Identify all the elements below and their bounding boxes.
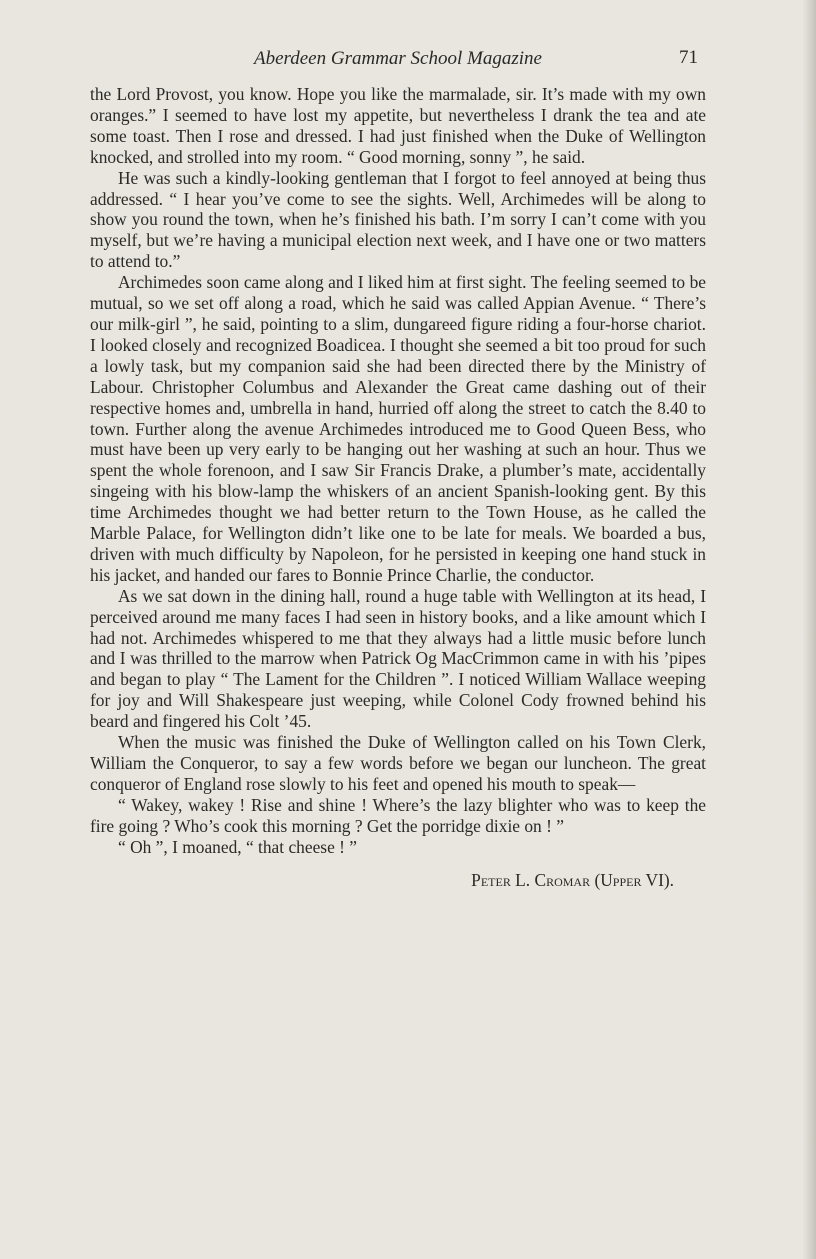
paragraph: “ Oh ”, I moaned, “ that cheese ! ”	[118, 836, 358, 857]
paragraph: As we sat down in the dining hall, round a huge table with Wellington at its head, I perceived around me many faces I had seen in history books, and a like amount which I had not. Archimedes whispered to me that they always had a little music before lunch and I was thrilled to the marrow when Patrick Og MacCrimmon came in with his ’pipes and began to play “ The Lament for the Children ”. I noticed William Wallace weeping for joy and Will Shakespeare just weeping, while Colonel Cody frowned behind his beard and fingered his Colt ’45.	[90, 585, 706, 732]
page-edge-shadow	[802, 0, 816, 1259]
paragraph: He was such a kindly-looking gentleman that I forgot to feel annoyed at being thus addressed. “ I hear you’ve come to see the sights. Well, Archimedes will be along to show you round the town, when he’s finished his bath. I’m sorry I can’t come with you myself, but we’re having a municipal election next week, and I have one or two matters to attend to.”	[90, 167, 706, 272]
article-body	[90, 84, 706, 890]
paragraph: When the music was finished the Duke of Wellington called on his Town Clerk, William the Conqueror, to say a few words before we began our luncheon. The great conqueror of England rose slowly to his feet and opened his mouth to speak—	[90, 732, 706, 794]
page-number: 71	[679, 47, 698, 68]
author-signature: Peter L. Cromar (Upper VI).	[471, 869, 674, 890]
running-header	[90, 44, 706, 74]
paragraph: the Lord Provost, you know. Hope you like the marmalade, sir. It’s made with my own oranges.” I seemed to have lost my appetite, but nevertheless I drank the tea and ate some toast. Then I rose and dressed. I had just finished when the Duke of Wellington knocked, and strolled into my room. “ Good morning, sonny ”, he said.	[90, 84, 706, 167]
magazine-title: Aberdeen Grammar School Magazine	[254, 48, 542, 69]
paragraph: Archimedes soon came along and I liked him at first sight. The feeling seemed to be mutual, so we set off along a road, which he said was called Appian Avenue. “ There’s our milk-girl ”, he said, pointing to a slim, dungareed figure riding a four-horse chariot. I looked closely and recognized Boadicea. I thought she seemed a bit too proud for such a lowly task, but my companion said she had been directed there by the Ministry of Labour. Christopher Columbus and Alexander the Great came dashing out of their respective homes and, umbrella in hand, hurried off along the street to catch the 8.40 to town. Further along the avenue Archimedes introduced me to Good Queen Bess, who must have been up very early to be hanging out her washing at such an hour. Thus we spent the whole forenoon, and I saw Sir Francis Drake, a plumber’s mate, accidentally singeing with his blow-lamp the whiskers of an ancient Spanish-looking gent. By this time Archimedes thought we had better return to the Town House, as he called the Marble Palace, for Wellington didn’t like one to be late for meals. We boarded a bus, driven with much difficulty by Napoleon, for he persisted in keeping one hand stuck in his jacket, and handed our fares to Bonnie Prince Charlie, the conductor.	[90, 272, 706, 585]
paragraph: “ Wakey, wakey ! Rise and shine ! Where’s the lazy blighter who was to keep the fire going ? Who’s cook this morning ? Get the porridge dixie on ! ”	[90, 794, 706, 836]
